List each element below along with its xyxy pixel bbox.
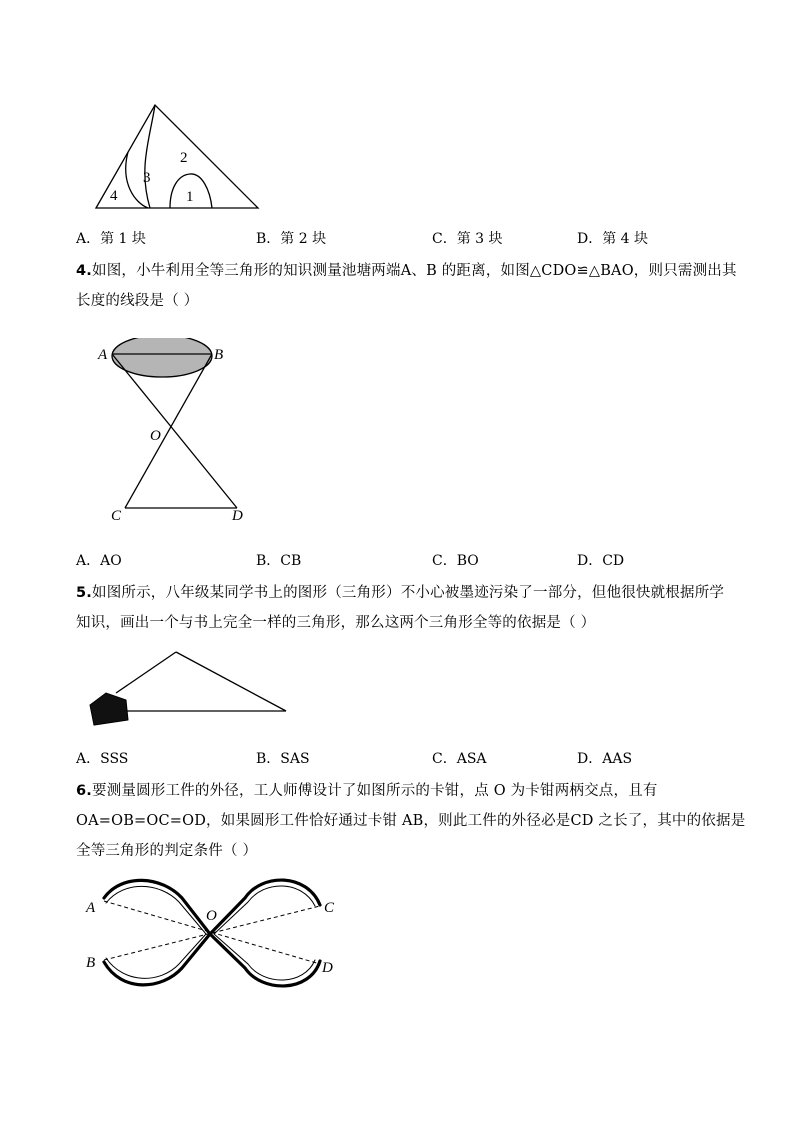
q6-question-line-2 <box>76 809 745 830</box>
q4-label-d: D <box>232 508 243 524</box>
q5-option-b[interactable]: B．SAS <box>256 751 310 767</box>
q4-option-b[interactable]: B．CB <box>256 553 302 569</box>
q3-option-d[interactable]: D．第 4 块 <box>577 231 649 247</box>
q4-label-b: B <box>214 347 224 363</box>
q6-number: 6. <box>76 783 92 799</box>
q4-text-2: 长度的线段是（ ） <box>76 293 199 309</box>
q3-label-3: 3 <box>143 170 151 186</box>
q3-option-a[interactable]: A．第 1 块 <box>76 231 146 247</box>
q4-number: 4. <box>76 263 92 279</box>
q5-option-d[interactable]: D．AAS <box>577 751 633 767</box>
q4-option-a[interactable]: A．AO <box>76 553 122 569</box>
q6-label-o: O <box>206 908 217 924</box>
q6-question-line-1 <box>76 779 658 800</box>
q6-text-3: 全等三角形的判定条件（ ） <box>76 843 258 859</box>
q6-calipers-figure <box>82 868 342 998</box>
q5-number: 5. <box>76 585 92 601</box>
q5-question-line-2 <box>76 611 595 632</box>
q3-option-c[interactable]: C．第 3 块 <box>432 231 503 247</box>
q4-label-a: A <box>98 347 108 363</box>
q5-stained-triangle-figure <box>86 648 291 728</box>
q5-question-line-1 <box>76 581 724 602</box>
q4-question-line-1 <box>76 259 737 280</box>
q4-option-c[interactable]: C．BO <box>432 553 479 569</box>
q5-option-c[interactable]: C．ASA <box>432 751 487 767</box>
q5-text-1: 如图所示，八年级某同学书上的图形（三角形）不小心被墨迹污染了一部分，但他很快就根据所学 <box>92 585 725 601</box>
q5-option-a[interactable]: A．SSS <box>76 751 129 767</box>
q4-option-d[interactable]: D．CD <box>577 553 625 569</box>
q4-label-o: O <box>150 428 161 444</box>
q6-label-c: C <box>324 900 335 916</box>
q3-label-2: 2 <box>180 150 188 166</box>
q3-label-1: 1 <box>186 189 194 205</box>
ink-stain-shape <box>90 693 128 725</box>
q6-text-2: OA=OB=OC=OD，如果圆形工件恰好通过卡钳 AB，则此工件的外径必是CD 之长了，其中的依据是 <box>76 813 746 829</box>
q6-label-a: A <box>86 900 96 916</box>
q6-label-b: B <box>86 955 96 971</box>
q6-label-d: D <box>322 960 333 976</box>
q3-option-b[interactable]: B．第 2 块 <box>256 231 327 247</box>
q5-text-2: 知识，画出一个与书上完全一样的三角形，那么这两个三角形全等的依据是（ ） <box>76 615 596 631</box>
q4-pond-figure <box>92 338 262 528</box>
q4-question-line-2 <box>76 289 198 310</box>
q3-label-4: 4 <box>110 188 118 204</box>
q4-text-1: 如图，小牛利用全等三角形的知识测量池塘两端A、B 的距离，如图△CDO≌△BAO，则只需测出其 <box>92 263 737 279</box>
q6-text-1: 要测量圆形工件的外径，工人师傅设计了如图所示的卡钳，点 O 为卡钳两柄交点，且有 <box>92 783 658 799</box>
q3-triangle-figure <box>90 98 265 213</box>
q4-label-c: C <box>111 508 122 524</box>
q6-question-line-3 <box>76 839 257 860</box>
